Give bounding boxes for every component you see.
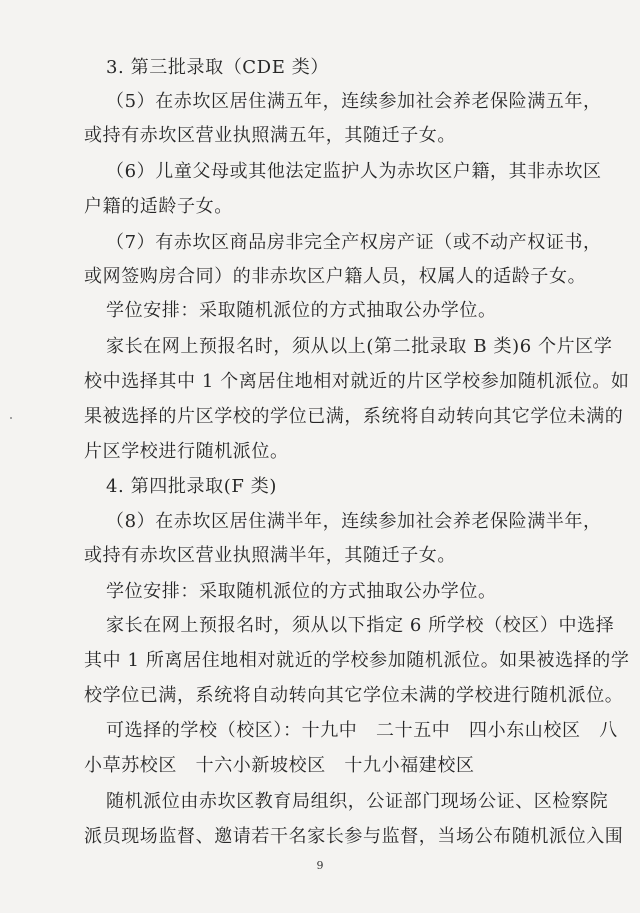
paragraph-2-line-2: 其中 1 所离居住地相对就近的学校参加随机派位。如果被选择的学 (84, 650, 630, 671)
item-6-line-1: （6）儿童父母或其他法定监护人为赤坎区户籍，其非赤坎区 (106, 161, 602, 182)
item-5-line-2: 或持有赤坎区营业执照满五年，其随迁子女。 (84, 125, 456, 146)
seat-arrangement-2: 学位安排：采取随机派位的方式抽取公办学位。 (106, 581, 497, 602)
paragraph-3-line-1: 随机派位由赤坎区教育局组织，公证部门现场公证、区检察院 (106, 791, 609, 812)
paragraph-1-line-4: 片区学校进行随机派位。 (84, 441, 289, 462)
paragraph-2-line-3: 校学位已满，系统将自动转向其它学位未满的学校进行随机派位。 (84, 685, 624, 706)
paragraph-3-line-2: 派员现场监督、邀请若干名家长参与监督，当场公布随机派位入围 (84, 826, 624, 847)
paragraph-2-line-1: 家长在网上预报名时，须从以下指定 6 所学校（校区）中选择 (106, 615, 615, 636)
paragraph-1-line-2: 校中选择其中 1 个离居住地相对就近的片区学校参加随机派位。如 (84, 371, 630, 392)
item-6-line-2: 户籍的适龄子女。 (84, 196, 233, 217)
seat-arrangement-1: 学位安排：采取随机派位的方式抽取公办学位。 (106, 300, 497, 321)
item-8-line-1: （8）在赤坎区居住满半年，连续参加社会养老保险满半年， (106, 511, 602, 532)
schools-line-1: 可选择的学校（校区）：十九中 二十五中 四小东山校区 八 (106, 720, 618, 741)
heading-batch-3: 3. 第三批录取（CDE 类） (106, 57, 329, 78)
page-number: 9 (316, 859, 324, 872)
scan-speck (10, 417, 12, 419)
item-7-line-1: （7）有赤坎区商品房非完全产权房产证（或不动产权证书， (106, 232, 602, 253)
item-5-line-1: （5）在赤坎区居住满五年，连续参加社会养老保险满五年， (106, 91, 602, 112)
paragraph-1-line-1: 家长在网上预报名时，须从以上(第二批录取 B 类)6 个片区学 (106, 336, 613, 357)
item-7-line-2: 或网签购房合同）的非赤坎区户籍人员，权属人的适龄子女。 (84, 266, 587, 287)
item-8-line-2: 或持有赤坎区营业执照满半年，其随迁子女。 (84, 545, 456, 566)
schools-line-2: 小草苏校区 十六小新坡校区 十九小福建校区 (84, 755, 475, 776)
heading-batch-4: 4. 第四批录取(F 类) (106, 476, 277, 497)
paragraph-1-line-3: 果被选择的片区学校的学位已满，系统将自动转向其它学位未满的 (84, 406, 624, 427)
